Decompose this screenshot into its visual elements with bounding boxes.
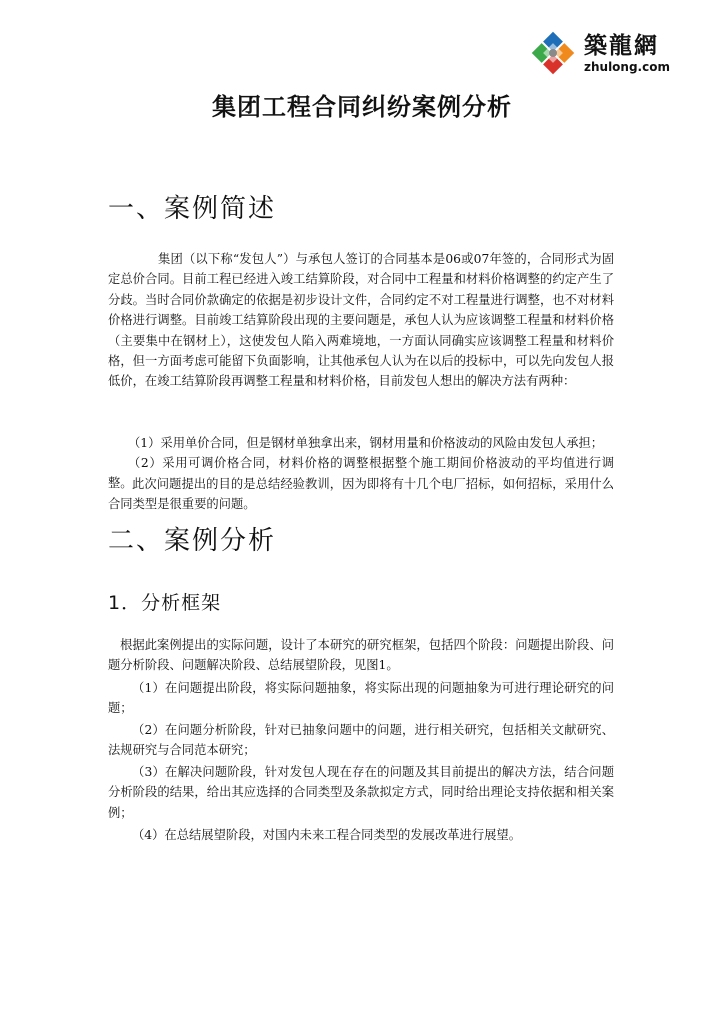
section-1-paragraph: 集团（以下称“发包人”）与承包人签订的合同基本是06或07年签的，合同形式为固定总价合同。目前工程已经进入竣工结算阶段，对合同中工程量和材料价格调整的约定产生了分歧。当时合同价款确定的依据是初步设计文件，合同约定不对工程量进行调整，也不对材料价格进行调整。目前竣工结算阶段出现的主要问题是，承包人认为应该调整工程量和材料价格（主要集中在钢材上），这使发包人陷入两难境地，一方面认同确实应该调整工程量和材料价格，但一方面考虑可能留下负面影响，让其他承包人认为在以后的投标中，可以先向发包人报低价，在竣工结算阶段再调整工程量和材料价格，目前发包人想出的解决方法有两种： [108,252,614,389]
logo-url-text: zhulong.com [584,60,670,74]
section-2-stage-2: （2）在问题分析阶段，针对已抽象问题中的问题，进行相关研究，包括相关文献研究、法规研究与合同范本研究； [108,723,614,758]
section-2-heading: 二、案例分析 [108,526,277,556]
document-title: 集团工程合同纠纷案例分析 [212,93,512,121]
section-1-closing-paragraph: 此次问题提出的目的是总结经验教训，因为即将有十几个电厂招标，如何招标，采用什么合同类型是很重要的问题。 [108,477,614,512]
section-2-stage-1: （1）在问题提出阶段，将实际问题抽象，将实际出现的问题抽象为可进行理论研究的问题； [108,681,614,716]
section-2-stage-3: （3）在解决问题阶段，针对发包人现在存在的问题及其目前提出的解决方法，结合问题分析阶段的结果，给出其应选择的合同类型及条款拟定方式，同时给出理论支持依据和相关案例； [108,765,614,820]
zhulong-logo-icon [528,28,578,78]
section-1-option-1: （1）采用单价合同，但是钢材单独拿出来，钢材用量和价格波动的风险由发包人承担； [128,436,604,450]
section-1-option-2: （2）采用可调价格合同，材料价格的调整根据整个施工期间价格波动的平均值进行调整。 [108,456,614,491]
section-2-subheading: 1．分析框架 [108,592,222,614]
section-2-stage-4: （4）在总结展望阶段，对国内未来工程合同类型的发展改革进行展望。 [132,828,522,842]
section-1-heading: 一、案例简述 [108,194,277,224]
logo-chinese-name: 築龍網 [584,33,659,59]
zhulong-logo [528,22,688,84]
section-2-paragraph: 根据此案例提出的实际问题，设计了本研究的研究框架，包括四个阶段：问题提出阶段、问题分析阶段、问题解决阶段、总结展望阶段，见图1。 [108,638,614,673]
